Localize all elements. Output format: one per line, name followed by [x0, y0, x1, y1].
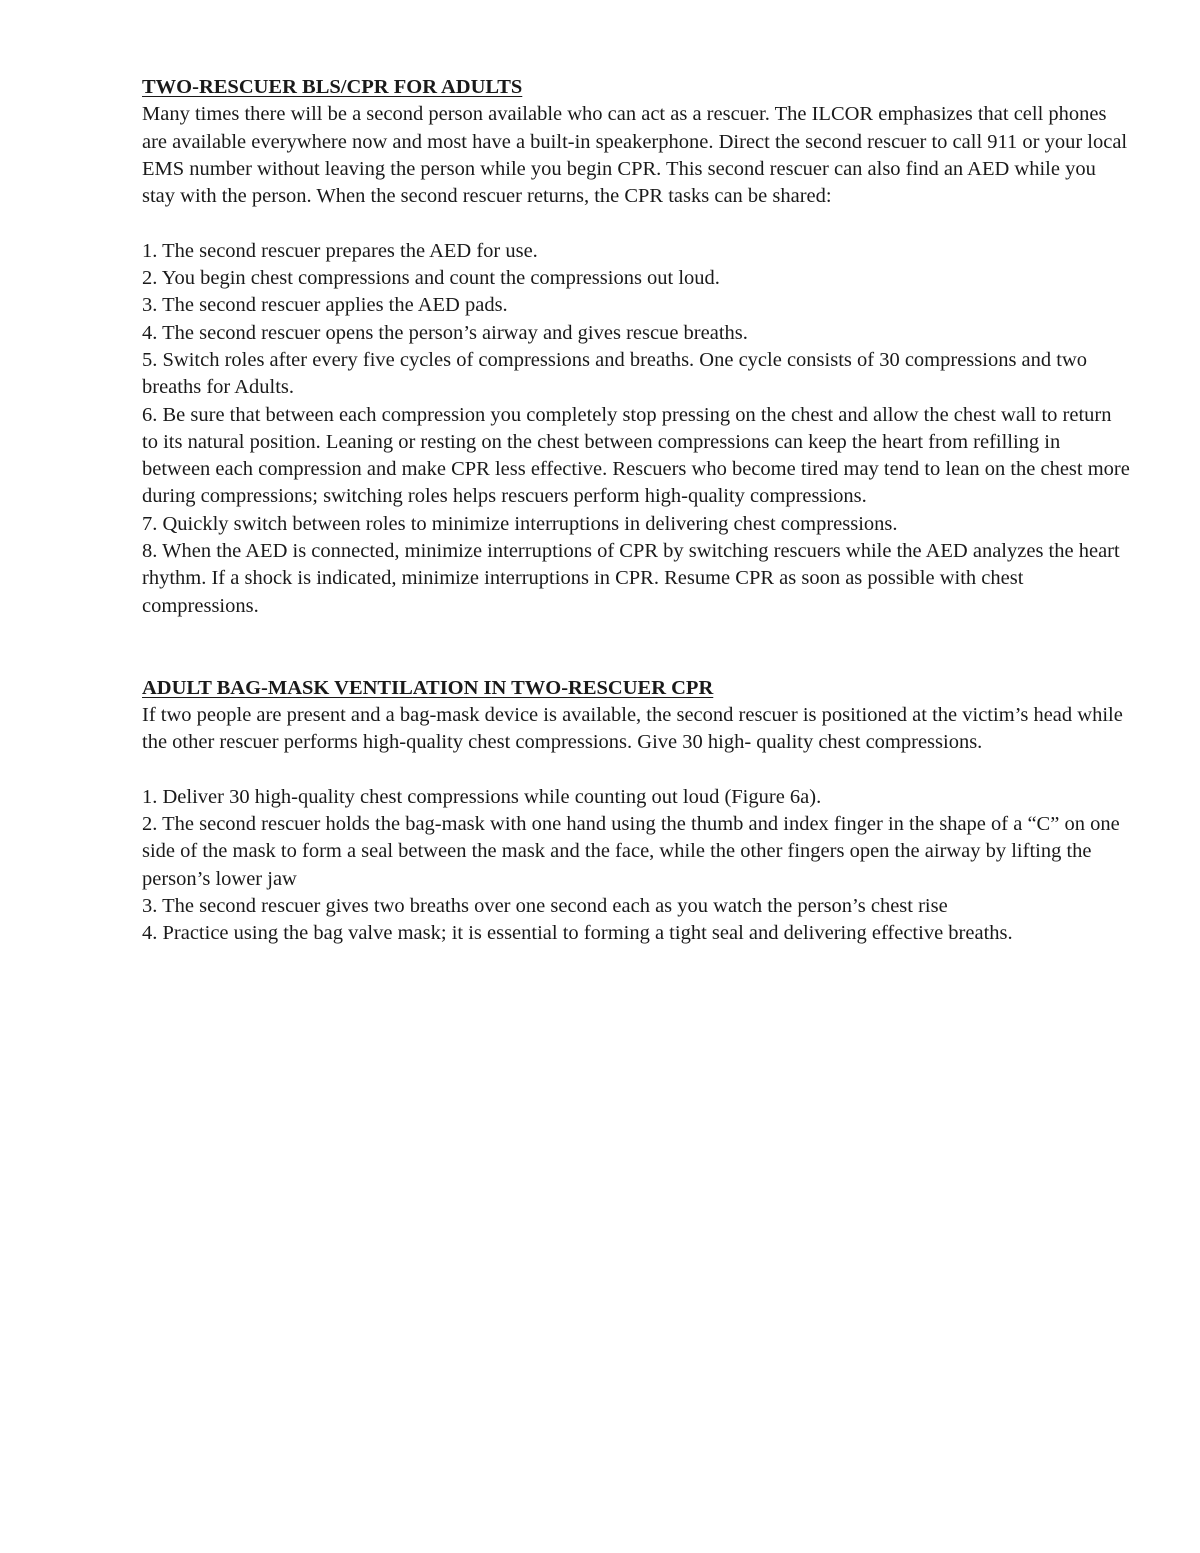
intro-paragraph: Many times there will be a second person available who can act as a rescuer. The ILCOR emphasizes that cell phones are available everywhere now and most have a built-in speakerphone. Direct the second rescuer to call 911 or your local EMS number without leaving the person while you begin CPR. This second rescuer can also find an AED while you stay with the person. When the second rescuer returns, the CPR tasks can be shared:: [142, 103, 1128, 208]
intro-paragraph: If two people are present and a bag-mask device is available, the second rescuer is positioned at the victim’s head while the other rescuer performs high-quality chest compressions. Give 30 high- quality chest compressions.: [142, 703, 1123, 754]
list-item: 5. Switch roles after every five cycles of compressions and breaths. One cycle consists of 30 compressions and two breaths for Adults.: [142, 348, 1088, 399]
list-item: 1. The second rescuer prepares the AED for use.: [142, 239, 538, 262]
list-item: 4. Practice using the bag valve mask; it is essential to forming a tight seal and delivering effective breaths.: [142, 922, 1013, 945]
steps-list: [142, 238, 1132, 620]
list-item: 6. Be sure that between each compression you completely stop pressing on the chest and allow the chest wall to return to its natural position. Leaning or resting on the chest between compressions can keep the heart from refilling in between each compression and make CPR less effective. Rescuers who become tired may tend to lean on the chest more during compressions; switching roles helps rescuers perform high-quality compressions.: [142, 403, 1130, 508]
section-heading: ADULT BAG-MASK VENTILATION IN TWO-RESCUER CPR: [142, 676, 714, 699]
list-item: 4. The second rescuer opens the person’s airway and gives rescue breaths.: [142, 321, 748, 344]
list-item: 3. The second rescuer gives two breaths over one second each as you watch the person’s chest rise: [142, 894, 948, 917]
section-bag-mask-ventilation: [142, 675, 1132, 948]
steps-list: [142, 784, 1132, 948]
list-item: 3. The second rescuer applies the AED pads.: [142, 294, 508, 317]
section-two-rescuer-bls: [142, 74, 1132, 620]
section-heading: TWO-RESCUER BLS/CPR FOR ADULTS: [142, 76, 523, 98]
list-item: 7. Quickly switch between roles to minimize interruptions in delivering chest compressions.: [142, 512, 898, 535]
list-item: 2. The second rescuer holds the bag-mask with one hand using the thumb and index finger in the shape of a “C” on one side of the mask to form a seal between the mask and the face, while the other fingers open the airway by lifting the person’s lower jaw: [142, 813, 1120, 890]
document-page: [142, 74, 1132, 948]
list-item: 1. Deliver 30 high-quality chest compressions while counting out loud (Figure 6a).: [142, 785, 822, 808]
list-item: 2. You begin chest compressions and count the compressions out loud.: [142, 267, 720, 290]
list-item: 8. When the AED is connected, minimize interruptions of CPR by switching rescuers while the AED analyzes the heart rhythm. If a shock is indicated, minimize interruptions in CPR. Resume CPR as soon as possible with chest compressions.: [142, 540, 1120, 617]
